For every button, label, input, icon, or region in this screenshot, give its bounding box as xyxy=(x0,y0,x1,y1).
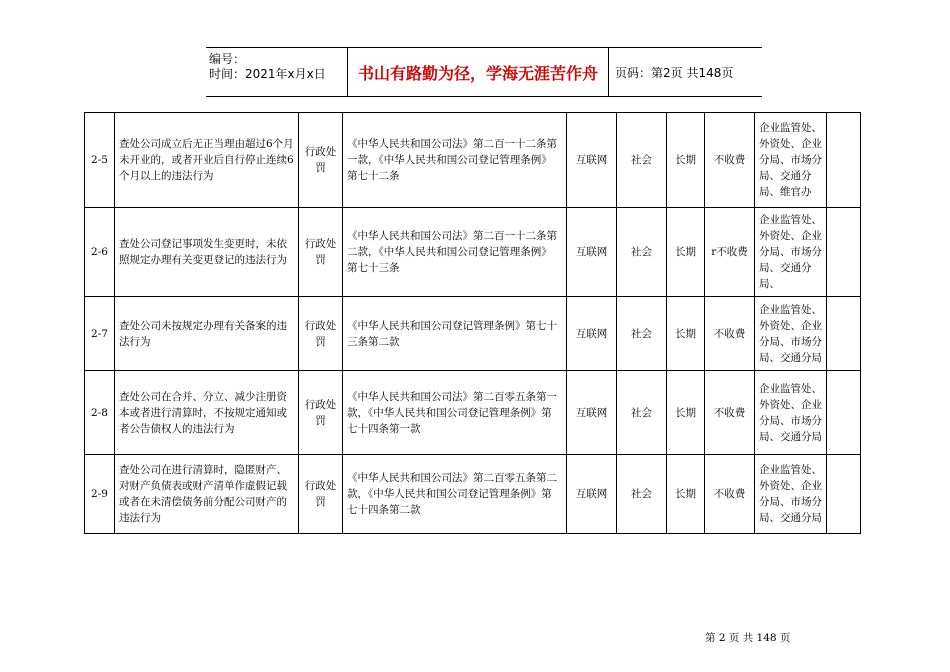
row-legal-basis: 《中华人民共和国公司法》第二百零五条第一款，《中华人民共和国公司登记管理条例》第七十四条第一款 xyxy=(343,371,567,455)
row-legal-basis: 《中华人民共和国公司法》第二百一十二条第一款，《中华人民共和国公司登记管理条例》第七十二条 xyxy=(343,113,567,208)
row-channel: 互联网 xyxy=(567,113,617,208)
time-label: 时间：2021年x月x日 xyxy=(209,67,326,81)
row-term: 长期 xyxy=(667,455,705,534)
row-term: 长期 xyxy=(667,371,705,455)
row-action-type: 行政处罚 xyxy=(299,208,343,297)
row-channel: 互联网 xyxy=(567,371,617,455)
row-id: 2-8 xyxy=(85,371,115,455)
row-fee: 不收费 xyxy=(705,113,755,208)
row-fee: 不收费 xyxy=(705,371,755,455)
row-id: 2-6 xyxy=(85,208,115,297)
header-motto: 书山有路勤为径，学海无涯苦作舟 xyxy=(347,48,609,96)
row-department: 企业监管处、外资处、企业分局、市场分局、交通分局 xyxy=(755,371,827,455)
row-channel: 互联网 xyxy=(567,297,617,371)
page-footer: 第 2 页 共 148 页 xyxy=(705,632,791,644)
row-audience: 社会 xyxy=(617,297,667,371)
number-label: 编号： xyxy=(209,52,246,66)
row-id: 2-5 xyxy=(85,113,115,208)
row-description: 查处公司成立后无正当理由超过6个月未开业的，或者开业后自行停止连续6个月以上的违法行为 xyxy=(115,113,299,208)
row-department: 企业监管处、外资处、企业分局、市场分局、交通分局、 xyxy=(755,208,827,297)
row-description: 查处公司未按规定办理有关备案的违法行为 xyxy=(115,297,299,371)
row-empty-cell xyxy=(827,297,861,371)
row-action-type: 行政处罚 xyxy=(299,371,343,455)
row-term: 长期 xyxy=(667,297,705,371)
row-channel: 互联网 xyxy=(567,455,617,534)
row-description: 查处公司登记事项发生变更时，未依照规定办理有关变更登记的违法行为 xyxy=(115,208,299,297)
row-audience: 社会 xyxy=(617,371,667,455)
row-description: 查处公司在进行清算时，隐匿财产、对财产负债表或财产清单作虚假记载或者在未清偿债务前分配公司财产的违法行为 xyxy=(115,455,299,534)
header-page-info: 页码：第2页 共148页 xyxy=(615,65,734,80)
table-row xyxy=(85,297,861,371)
row-audience: 社会 xyxy=(617,208,667,297)
row-legal-basis: 《中华人民共和国公司法》第二百零五条第二款，《中华人民共和国公司登记管理条例》第七十四条第二款 xyxy=(343,455,567,534)
header-meta xyxy=(206,48,347,96)
row-id: 2-9 xyxy=(85,455,115,534)
row-empty-cell xyxy=(827,208,861,297)
row-channel: 互联网 xyxy=(567,208,617,297)
row-department: 企业监管处、外资处、企业分局、市场分局、交通分局 xyxy=(755,455,827,534)
row-fee: 不收费 xyxy=(705,297,755,371)
row-empty-cell xyxy=(827,113,861,208)
regulation-table xyxy=(84,112,861,534)
page-header xyxy=(206,47,762,97)
table-row xyxy=(85,113,861,208)
row-term: 长期 xyxy=(667,113,705,208)
table-row xyxy=(85,455,861,534)
row-description: 查处公司在合并、分立、减少注册资本或者进行清算时，不按规定通知或者公告债权人的违法行为 xyxy=(115,371,299,455)
row-legal-basis: 《中华人民共和国公司法》第二百一十二条第二款，《中华人民共和国公司登记管理条例》第七十三条 xyxy=(343,208,567,297)
row-fee: r不收费 xyxy=(705,208,755,297)
row-empty-cell xyxy=(827,371,861,455)
row-term: 长期 xyxy=(667,208,705,297)
row-department: 企业监管处、外资处、企业分局、市场分局、交通分局 xyxy=(755,297,827,371)
table-row xyxy=(85,208,861,297)
row-legal-basis: 《中华人民共和国公司登记管理条例》第七十三条第二款 xyxy=(343,297,567,371)
table-row xyxy=(85,371,861,455)
row-action-type: 行政处罚 xyxy=(299,113,343,208)
row-audience: 社会 xyxy=(617,113,667,208)
row-audience: 社会 xyxy=(617,455,667,534)
row-action-type: 行政处罚 xyxy=(299,297,343,371)
row-fee: 不收费 xyxy=(705,455,755,534)
row-empty-cell xyxy=(827,455,861,534)
row-id: 2-7 xyxy=(85,297,115,371)
row-action-type: 行政处罚 xyxy=(299,455,343,534)
row-department: 企业监管处、外资处、企业分局、市场分局、交通分局、维官办 xyxy=(755,113,827,208)
